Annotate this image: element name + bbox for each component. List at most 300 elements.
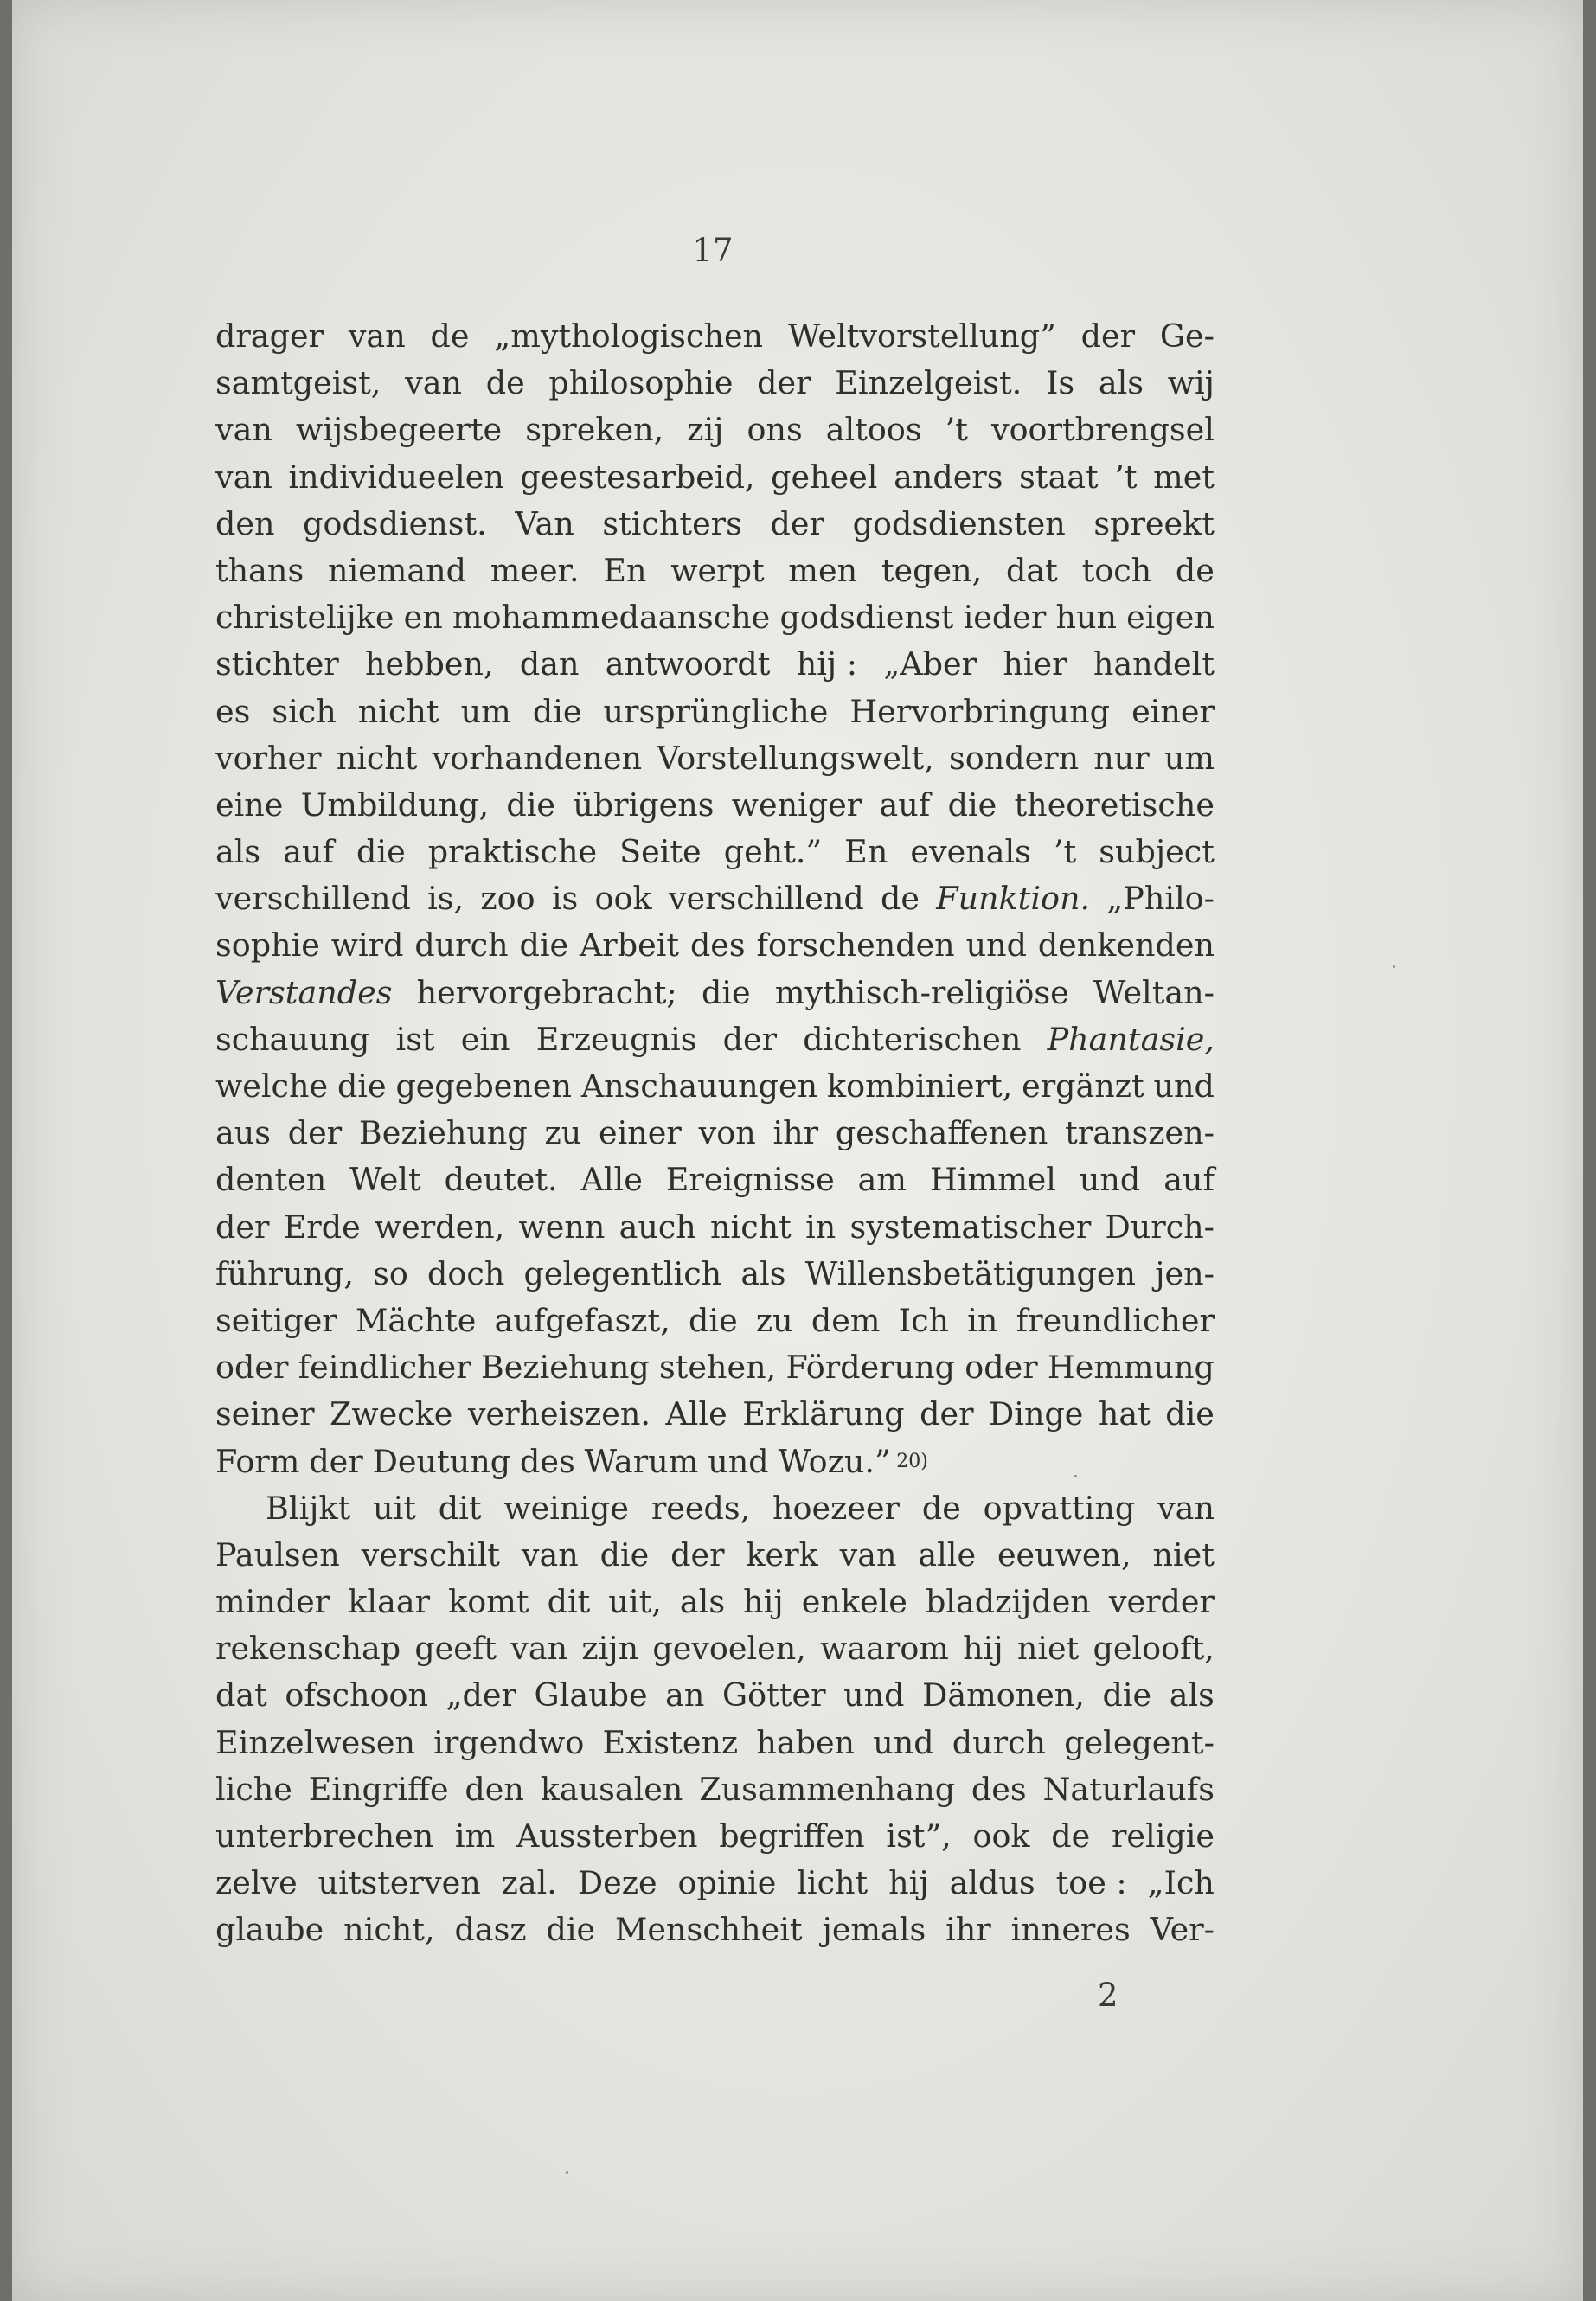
word: irgendwo xyxy=(433,1723,585,1761)
word: um xyxy=(1163,739,1215,777)
word: der xyxy=(215,1208,270,1246)
word: ieder xyxy=(963,599,1047,637)
word: opinie xyxy=(677,1864,777,1902)
word: am xyxy=(857,1161,907,1199)
word: hij xyxy=(743,1583,784,1621)
word: is xyxy=(551,880,579,918)
word: van xyxy=(510,1630,568,1668)
word: Funktion. xyxy=(936,880,1091,918)
word: Menschheit xyxy=(614,1911,803,1949)
text-line xyxy=(215,1298,1215,1344)
text-line xyxy=(215,1016,1215,1063)
body-text xyxy=(215,313,1215,1954)
word: waarom xyxy=(820,1630,949,1668)
word: inneres xyxy=(1010,1911,1131,1949)
word: welche xyxy=(215,1067,329,1105)
text-line xyxy=(215,1157,1215,1203)
word: ook xyxy=(594,880,652,918)
word: ihr xyxy=(945,1911,991,1949)
word: und xyxy=(1079,1161,1141,1199)
paper-speck xyxy=(1393,965,1395,968)
word: de xyxy=(921,1489,961,1527)
word: die xyxy=(546,1911,596,1949)
word: aus xyxy=(215,1114,271,1152)
word: van xyxy=(215,411,272,449)
text-line xyxy=(215,1391,1215,1438)
text-line xyxy=(215,1907,1215,1953)
word: de xyxy=(880,880,920,918)
word: spreekt xyxy=(1093,504,1215,542)
word: toe : xyxy=(1055,1864,1127,1902)
text-line xyxy=(215,1439,1215,1485)
word: antwoordt xyxy=(605,645,771,683)
word: ofschoon xyxy=(285,1676,428,1715)
word: nicht xyxy=(336,739,418,777)
word: hat xyxy=(1098,1395,1151,1433)
word: der xyxy=(1080,317,1136,355)
word: Durch- xyxy=(1105,1208,1215,1246)
word: durch xyxy=(414,926,509,965)
word: denkenden xyxy=(1037,926,1215,965)
word: gevoelen, xyxy=(652,1630,806,1668)
word: forschenden xyxy=(756,926,955,965)
word: uitsterven xyxy=(317,1864,481,1902)
word: stehen, xyxy=(658,1349,777,1387)
word: gelooft, xyxy=(1093,1630,1215,1668)
word: Paulsen xyxy=(215,1535,340,1574)
word: nicht xyxy=(710,1208,792,1246)
word: im xyxy=(454,1817,496,1855)
word: den xyxy=(465,1770,524,1808)
word: weinige xyxy=(503,1489,630,1527)
text-line xyxy=(215,313,1215,360)
word: um xyxy=(460,692,511,730)
book-page xyxy=(12,0,1583,2301)
word: begriffen xyxy=(719,1817,865,1855)
word: nicht xyxy=(357,692,439,730)
word: als xyxy=(740,1254,786,1292)
word: führung, xyxy=(215,1254,354,1292)
word: geht.” xyxy=(723,833,823,871)
word: hoezeer xyxy=(772,1489,900,1527)
word: Phantasie, xyxy=(1047,1020,1215,1058)
word: niet xyxy=(1152,1535,1215,1574)
word: religie xyxy=(1111,1817,1215,1855)
text-line xyxy=(215,1813,1215,1860)
word: Weltan- xyxy=(1093,973,1215,1011)
word: dan xyxy=(519,645,580,683)
word: wenn xyxy=(518,1208,606,1246)
word: kombiniert, xyxy=(826,1067,1013,1105)
text-line xyxy=(215,641,1215,688)
page-number: 17 xyxy=(692,232,734,269)
word: so xyxy=(373,1254,408,1292)
word: hier xyxy=(1003,645,1067,683)
word: Mächte xyxy=(355,1301,477,1339)
word: jen- xyxy=(1155,1254,1215,1292)
word: Alle xyxy=(665,1395,727,1433)
word: an xyxy=(665,1676,705,1715)
word: „Aber xyxy=(883,645,977,683)
word: der xyxy=(287,1114,343,1152)
word: hij : xyxy=(796,645,858,683)
word: Hemmung xyxy=(1047,1349,1215,1387)
text-line xyxy=(215,594,1215,641)
word: die xyxy=(599,1535,650,1574)
word: Blijkt xyxy=(266,1489,351,1527)
word: Aussterben xyxy=(516,1817,698,1855)
word: aufgefaszt, xyxy=(494,1301,670,1339)
word: Götter xyxy=(722,1676,826,1715)
word: zoo xyxy=(480,880,535,918)
word: Is xyxy=(1045,364,1075,402)
text-line xyxy=(215,407,1215,453)
word: dasz xyxy=(454,1911,527,1949)
text-line xyxy=(215,1063,1215,1110)
word: ons xyxy=(747,411,803,449)
word: Ereignisse xyxy=(665,1161,835,1199)
text-line xyxy=(215,454,1215,501)
signature-mark: 2 xyxy=(1098,1977,1118,2014)
word: godsdiensten xyxy=(852,504,1066,542)
word: Form xyxy=(215,1442,300,1480)
word: opvatting xyxy=(983,1489,1136,1527)
word: van xyxy=(215,458,272,496)
word: Förderung xyxy=(785,1349,955,1387)
word: ihr xyxy=(772,1114,819,1152)
word: die xyxy=(1102,1676,1152,1715)
word: Einzelgeist. xyxy=(835,364,1022,402)
word: geeft xyxy=(414,1630,497,1668)
text-line xyxy=(215,1766,1215,1813)
word: zijn xyxy=(581,1630,639,1668)
word: unterbrechen xyxy=(215,1817,434,1855)
word: als xyxy=(1169,1676,1215,1715)
word: dem xyxy=(811,1301,881,1339)
word: zu xyxy=(755,1301,793,1339)
word: individueelen xyxy=(288,458,504,496)
word: und xyxy=(873,1723,934,1761)
word: Einzelwesen xyxy=(215,1723,416,1761)
word: gegebenen xyxy=(395,1067,572,1105)
word: de xyxy=(430,317,470,355)
word: toch xyxy=(1081,551,1152,589)
word: verschilt xyxy=(361,1535,500,1574)
word: dichterischen xyxy=(803,1020,1022,1058)
word: werpt xyxy=(670,551,765,589)
word: als xyxy=(679,1583,726,1621)
word: zal. xyxy=(501,1864,557,1902)
word: weniger xyxy=(731,785,862,824)
word: kerk xyxy=(746,1535,818,1574)
word: wijsbegeerte xyxy=(295,411,503,449)
word: subject xyxy=(1099,833,1215,871)
word: alle xyxy=(918,1535,977,1574)
word: zij xyxy=(687,411,724,449)
word: Van xyxy=(515,504,574,542)
word: samtgeist, xyxy=(215,364,381,402)
word: van xyxy=(521,1535,579,1574)
word: Glaube xyxy=(534,1676,648,1715)
word: durch xyxy=(952,1723,1047,1761)
word: Wozu.” xyxy=(778,1442,891,1480)
word: drager xyxy=(215,317,324,355)
word: praktische xyxy=(427,833,598,871)
word: deutet. xyxy=(444,1161,558,1199)
word: mythisch-religiöse xyxy=(774,973,1069,1011)
word: feindlicher xyxy=(298,1349,471,1387)
word: met xyxy=(1153,458,1215,496)
word: von xyxy=(698,1114,756,1152)
text-line xyxy=(215,360,1215,407)
word: sophie xyxy=(215,926,320,965)
text-line xyxy=(215,1860,1215,1907)
word: Existenz xyxy=(602,1723,739,1761)
word: auf xyxy=(1163,1161,1215,1199)
word: die xyxy=(532,692,582,730)
text-line xyxy=(215,1251,1215,1298)
word: mohammedaansche xyxy=(452,599,771,637)
word: ook xyxy=(972,1817,1030,1855)
word: auf xyxy=(283,833,334,871)
word: spreken, xyxy=(525,411,664,449)
word: niet xyxy=(1016,1630,1080,1668)
word: und xyxy=(965,926,1027,965)
word: niemand xyxy=(327,551,466,589)
word: dit xyxy=(547,1583,591,1621)
word: Zusammenhang xyxy=(699,1770,956,1808)
word: philosophie xyxy=(548,364,734,402)
word: schauung xyxy=(215,1020,370,1058)
word: dit xyxy=(438,1489,482,1527)
word: meer. xyxy=(490,551,580,589)
word: dat xyxy=(215,1676,267,1715)
word: licht xyxy=(797,1864,869,1902)
word: die xyxy=(689,1301,738,1339)
word: die xyxy=(356,833,406,871)
word: Seite xyxy=(619,833,702,871)
word: wird xyxy=(330,926,404,965)
word: eine xyxy=(215,785,284,824)
word: hervorgebracht; xyxy=(416,973,677,1011)
word: hun xyxy=(1055,599,1117,637)
word: ursprüngliche xyxy=(603,692,829,730)
word: Umbildung, xyxy=(300,785,490,824)
word: aldus xyxy=(949,1864,1035,1902)
word: anders xyxy=(894,458,1003,496)
word: Naturlaufs xyxy=(1042,1770,1215,1808)
text-line xyxy=(215,782,1215,829)
text-line xyxy=(215,548,1215,594)
word: Zwecke xyxy=(330,1395,453,1433)
word: kausalen xyxy=(540,1770,683,1808)
word: „mythologischen xyxy=(494,317,764,355)
word: einer xyxy=(599,1114,682,1152)
word: klaar xyxy=(348,1583,431,1621)
paper-speck xyxy=(566,2171,568,2174)
word: verder xyxy=(1108,1583,1215,1621)
word: und xyxy=(708,1442,769,1480)
text-line xyxy=(215,1485,1215,1532)
word: Ver- xyxy=(1150,1911,1215,1949)
word: es xyxy=(215,692,251,730)
word: systematischer xyxy=(849,1208,1092,1246)
word: en xyxy=(403,599,443,637)
word: Welt xyxy=(349,1161,421,1199)
word: doch xyxy=(427,1254,505,1292)
word: uit, xyxy=(608,1583,662,1621)
word: den xyxy=(215,504,275,542)
text-line xyxy=(215,735,1215,782)
word: gelegentlich xyxy=(523,1254,722,1292)
word: Verstandes xyxy=(215,973,393,1011)
word: Arbeit xyxy=(579,926,680,965)
word: vorhandenen xyxy=(432,739,643,777)
text-line xyxy=(215,1720,1215,1766)
word: seiner xyxy=(215,1395,315,1433)
word: tegen, xyxy=(881,551,983,589)
word: der xyxy=(920,1395,974,1433)
word: minder xyxy=(215,1583,330,1621)
word: evenals xyxy=(910,833,1031,871)
word: auch xyxy=(619,1208,696,1246)
text-line xyxy=(215,501,1215,548)
word: ’t xyxy=(945,411,968,449)
word: in xyxy=(967,1301,998,1339)
word: „Ich xyxy=(1147,1864,1215,1902)
text-line xyxy=(215,922,1215,969)
word: einer xyxy=(1131,692,1215,730)
text-line xyxy=(215,970,1215,1016)
word: haben xyxy=(756,1723,856,1761)
word: als xyxy=(1098,364,1144,402)
word: des xyxy=(971,1770,1027,1808)
word: zu xyxy=(544,1114,582,1152)
word: die xyxy=(1165,1395,1215,1433)
word: altoos xyxy=(825,411,922,449)
word: geestesarbeid, xyxy=(520,458,755,496)
word: transzen- xyxy=(1065,1114,1215,1152)
word: enkele xyxy=(801,1583,907,1621)
word: de xyxy=(485,364,525,402)
text-line xyxy=(215,1532,1215,1579)
word: Weltvorstellung” xyxy=(787,317,1056,355)
word: der xyxy=(757,364,811,402)
word: die xyxy=(947,785,997,824)
word: stichters xyxy=(602,504,742,542)
word: ist”, xyxy=(886,1817,952,1855)
word: handelt xyxy=(1093,645,1215,683)
word: verheiszen. xyxy=(467,1395,651,1433)
word: wij xyxy=(1167,364,1215,402)
footnote-reference: 20) xyxy=(896,1450,928,1472)
text-line xyxy=(215,1204,1215,1251)
word: Willensbetätigungen xyxy=(804,1254,1137,1292)
word: der xyxy=(722,1020,778,1058)
word: seitiger xyxy=(215,1301,337,1339)
word: oder xyxy=(215,1349,289,1387)
word: übrigens xyxy=(573,785,715,824)
word: Erde xyxy=(283,1208,361,1246)
paper-speck xyxy=(1074,1475,1077,1477)
word: und xyxy=(843,1676,905,1715)
word: rekenschap xyxy=(215,1630,401,1668)
word: godsdienst. xyxy=(303,504,487,542)
word: sondern xyxy=(949,739,1080,777)
word: geheel xyxy=(771,458,878,496)
word: hij xyxy=(963,1630,1003,1668)
word: komt xyxy=(448,1583,529,1621)
word: die xyxy=(506,785,556,824)
word: glaube xyxy=(215,1911,324,1949)
word: Alle xyxy=(580,1161,643,1199)
word: hij xyxy=(888,1864,929,1902)
word: stichter xyxy=(215,645,339,683)
word: de xyxy=(1051,1817,1091,1855)
word: ergänzt xyxy=(1022,1067,1144,1105)
word: gelegent- xyxy=(1064,1723,1215,1761)
word: der xyxy=(670,1535,725,1574)
word: En xyxy=(603,551,647,589)
word: van xyxy=(839,1535,897,1574)
word: Deze xyxy=(577,1864,657,1902)
word: christelijke xyxy=(215,599,394,637)
word: thans xyxy=(215,551,304,589)
text-line xyxy=(215,829,1215,875)
word: bladzijden xyxy=(925,1583,1091,1621)
word: Anschauungen xyxy=(580,1067,818,1105)
word: sich xyxy=(272,692,337,730)
word: Vorstellungswelt, xyxy=(657,739,934,777)
word: und xyxy=(1153,1067,1215,1105)
word: ist xyxy=(395,1020,435,1058)
word: voortbrengsel xyxy=(990,411,1215,449)
word: Dämonen, xyxy=(922,1676,1085,1715)
word: is, xyxy=(427,880,465,918)
word: dat xyxy=(1006,551,1058,589)
word: in xyxy=(805,1208,836,1246)
word: die xyxy=(337,1067,387,1105)
word: reeds, xyxy=(651,1489,751,1527)
word: freundlicher xyxy=(1016,1301,1215,1339)
word: van xyxy=(405,364,463,402)
word: Himmel xyxy=(929,1161,1056,1199)
word: verschillend xyxy=(668,880,864,918)
word: geschaffenen xyxy=(835,1114,1048,1152)
word: eeuwen, xyxy=(997,1535,1131,1574)
word: nur xyxy=(1093,739,1150,777)
word: ’t xyxy=(1053,833,1077,871)
word: de xyxy=(1175,551,1215,589)
text-line xyxy=(215,1110,1215,1157)
word: verschillend xyxy=(215,880,411,918)
word: zelve xyxy=(215,1864,298,1902)
word: van xyxy=(348,317,406,355)
word: staat xyxy=(1019,458,1099,496)
word: Deutung xyxy=(372,1442,511,1480)
word: Eingriffe xyxy=(308,1770,449,1808)
word: Dinge xyxy=(989,1395,1084,1433)
text-line xyxy=(215,875,1215,922)
word: Erklärung xyxy=(742,1395,905,1433)
word: die xyxy=(701,973,751,1011)
word: auf xyxy=(879,785,931,824)
word: denten xyxy=(215,1161,327,1199)
text-line xyxy=(215,1579,1215,1625)
text-line xyxy=(215,1625,1215,1672)
word: theoretische xyxy=(1014,785,1215,824)
word: Hervorbringung xyxy=(849,692,1111,730)
